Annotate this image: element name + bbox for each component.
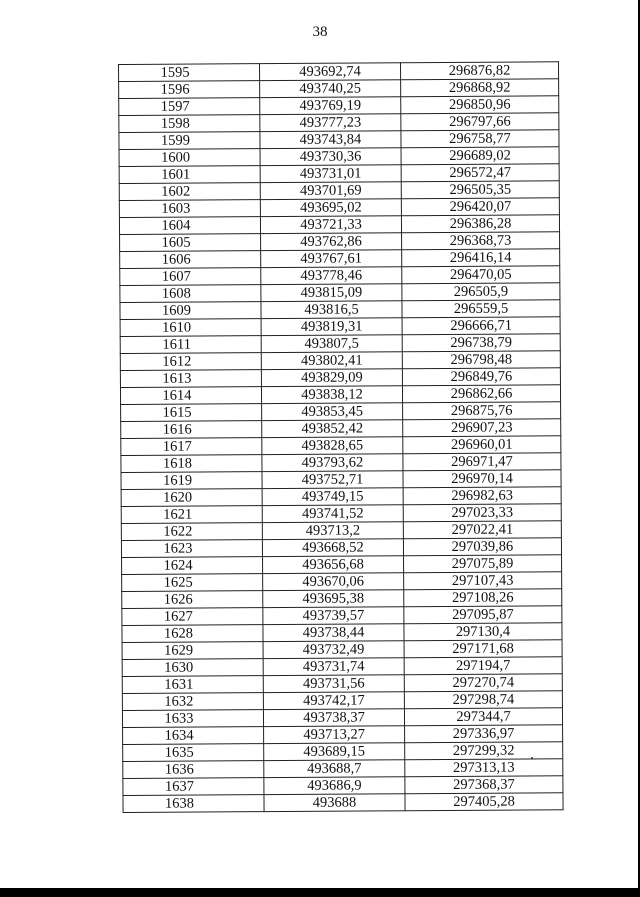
x-coordinate-cell: 493852,42 bbox=[262, 420, 403, 438]
y-coordinate-cell: 296797,66 bbox=[401, 113, 559, 131]
point-number-cell: 1597 bbox=[119, 98, 260, 116]
y-coordinate-cell: 296862,66 bbox=[402, 385, 560, 403]
x-coordinate-cell: 493777,23 bbox=[260, 114, 401, 132]
table-row bbox=[119, 198, 559, 218]
point-number-cell: 1616 bbox=[121, 421, 262, 439]
x-coordinate-cell: 493731,74 bbox=[263, 658, 404, 676]
point-number-cell: 1619 bbox=[121, 472, 262, 490]
y-coordinate-cell: 296876,82 bbox=[400, 62, 558, 80]
y-coordinate-cell: 296368,73 bbox=[402, 232, 560, 250]
y-coordinate-cell: 296907,23 bbox=[403, 419, 561, 437]
point-number-cell: 1596 bbox=[119, 81, 260, 99]
y-coordinate-cell: 296758,77 bbox=[401, 130, 559, 148]
point-number-cell: 1611 bbox=[120, 336, 261, 354]
point-number-cell: 1632 bbox=[122, 693, 263, 711]
point-number-cell: 1609 bbox=[120, 302, 261, 320]
point-number-cell: 1604 bbox=[119, 217, 260, 235]
table-row bbox=[120, 300, 560, 320]
table-row bbox=[123, 725, 563, 745]
y-coordinate-cell: 296559,5 bbox=[402, 300, 560, 318]
table-row bbox=[121, 402, 561, 422]
x-coordinate-cell: 493740,25 bbox=[260, 80, 401, 98]
table-row bbox=[119, 113, 559, 133]
x-coordinate-cell: 493721,33 bbox=[260, 216, 401, 234]
table-row bbox=[120, 385, 560, 405]
table-row bbox=[122, 623, 562, 643]
point-number-cell: 1600 bbox=[119, 149, 260, 167]
table-row bbox=[121, 504, 561, 524]
y-coordinate-cell: 297336,97 bbox=[405, 725, 563, 743]
x-coordinate-cell: 493668,52 bbox=[262, 539, 403, 557]
table-row bbox=[121, 453, 561, 473]
table-row bbox=[122, 640, 562, 660]
point-number-cell: 1603 bbox=[119, 200, 260, 218]
x-coordinate-cell: 493793,62 bbox=[262, 454, 403, 472]
table-row bbox=[119, 79, 559, 99]
table-row bbox=[121, 419, 561, 439]
y-coordinate-cell: 296689,02 bbox=[401, 147, 559, 165]
y-coordinate-cell: 296971,47 bbox=[403, 453, 561, 471]
coordinates-table-body bbox=[119, 62, 564, 813]
point-number-cell: 1601 bbox=[119, 166, 260, 184]
y-coordinate-cell: 297194,7 bbox=[404, 657, 562, 675]
x-coordinate-cell: 493828,65 bbox=[262, 437, 403, 455]
x-coordinate-cell: 493689,15 bbox=[264, 743, 405, 761]
table-row bbox=[122, 589, 562, 609]
y-coordinate-cell: 296416,14 bbox=[402, 249, 560, 267]
y-coordinate-cell: 296850,96 bbox=[401, 96, 559, 114]
y-coordinate-cell: 297298,74 bbox=[404, 691, 562, 709]
point-number-cell: 1635 bbox=[123, 744, 264, 762]
x-coordinate-cell: 493816,5 bbox=[261, 301, 402, 319]
point-number-cell: 1615 bbox=[121, 404, 262, 422]
x-coordinate-cell: 493730,36 bbox=[260, 148, 401, 166]
point-number-cell: 1634 bbox=[123, 727, 264, 745]
table-row bbox=[121, 436, 561, 456]
point-number-cell: 1595 bbox=[119, 64, 260, 82]
point-number-cell: 1629 bbox=[122, 642, 263, 660]
table-row bbox=[119, 181, 559, 201]
table-row bbox=[121, 470, 561, 490]
y-coordinate-cell: 297313,13 bbox=[405, 759, 563, 777]
table-row bbox=[120, 351, 560, 371]
x-coordinate-cell: 493695,02 bbox=[260, 199, 401, 217]
table-row bbox=[123, 776, 563, 796]
point-number-cell: 1630 bbox=[122, 659, 263, 677]
y-coordinate-cell: 296572,47 bbox=[401, 164, 559, 182]
table-row bbox=[119, 62, 559, 82]
y-coordinate-cell: 296505,35 bbox=[401, 181, 559, 199]
x-coordinate-cell: 493738,44 bbox=[263, 624, 404, 642]
x-coordinate-cell: 493749,15 bbox=[262, 488, 403, 506]
point-number-cell: 1624 bbox=[122, 557, 263, 575]
table-row bbox=[121, 487, 561, 507]
table-row bbox=[122, 572, 562, 592]
table-row bbox=[120, 368, 560, 388]
point-number-cell: 1633 bbox=[122, 710, 263, 728]
table-row bbox=[119, 164, 559, 184]
y-coordinate-cell: 296738,79 bbox=[402, 334, 560, 352]
y-coordinate-cell: 296849,76 bbox=[402, 368, 560, 386]
point-number-cell: 1637 bbox=[123, 778, 264, 796]
y-coordinate-cell: 296960,01 bbox=[403, 436, 561, 454]
point-number-cell: 1621 bbox=[121, 506, 262, 524]
y-coordinate-cell: 297022,41 bbox=[403, 521, 561, 539]
x-coordinate-cell: 493752,71 bbox=[262, 471, 403, 489]
table-row bbox=[120, 283, 560, 303]
y-coordinate-cell: 296982,63 bbox=[403, 487, 561, 505]
x-coordinate-cell: 493686,9 bbox=[264, 777, 405, 795]
point-number-cell: 1613 bbox=[120, 370, 261, 388]
y-coordinate-cell: 296875,76 bbox=[403, 402, 561, 420]
point-number-cell: 1636 bbox=[123, 761, 264, 779]
point-number-cell: 1618 bbox=[121, 455, 262, 473]
x-coordinate-cell: 493688 bbox=[264, 794, 405, 812]
point-number-cell: 1614 bbox=[120, 387, 261, 405]
x-coordinate-cell: 493742,17 bbox=[263, 692, 404, 710]
point-number-cell: 1602 bbox=[119, 183, 260, 201]
page-number: 38 bbox=[312, 24, 328, 40]
point-number-cell: 1627 bbox=[122, 608, 263, 626]
y-coordinate-cell: 297108,26 bbox=[404, 589, 562, 607]
point-number-cell: 1631 bbox=[122, 676, 263, 694]
point-number-cell: 1622 bbox=[121, 523, 262, 541]
table-row bbox=[122, 555, 562, 575]
x-coordinate-cell: 493701,69 bbox=[260, 182, 401, 200]
x-coordinate-cell: 493713,2 bbox=[262, 522, 403, 540]
y-coordinate-cell: 296505,9 bbox=[402, 283, 560, 301]
table-row bbox=[120, 249, 560, 269]
table-row bbox=[123, 742, 563, 762]
point-number-cell: 1628 bbox=[122, 625, 263, 643]
table-row bbox=[120, 232, 560, 252]
x-coordinate-cell: 493762,86 bbox=[261, 233, 402, 251]
point-number-cell: 1626 bbox=[122, 591, 263, 609]
table-row bbox=[122, 657, 562, 677]
x-coordinate-cell: 493743,84 bbox=[260, 131, 401, 149]
x-coordinate-cell: 493767,61 bbox=[261, 250, 402, 268]
y-coordinate-cell: 296798,48 bbox=[402, 351, 560, 369]
point-number-cell: 1623 bbox=[121, 540, 262, 558]
x-coordinate-cell: 493769,19 bbox=[260, 97, 401, 115]
y-coordinate-cell: 297130,4 bbox=[404, 623, 562, 641]
x-coordinate-cell: 493741,52 bbox=[262, 505, 403, 523]
table-row bbox=[120, 266, 560, 286]
point-number-cell: 1625 bbox=[122, 574, 263, 592]
x-coordinate-cell: 493732,49 bbox=[263, 641, 404, 659]
table-row bbox=[123, 793, 563, 813]
point-number-cell: 1605 bbox=[120, 234, 261, 252]
table-row bbox=[120, 334, 560, 354]
y-coordinate-cell: 297299,32 bbox=[405, 742, 563, 760]
y-coordinate-cell: 296970,14 bbox=[403, 470, 561, 488]
y-coordinate-cell: 296470,05 bbox=[402, 266, 560, 284]
table-row bbox=[119, 130, 559, 150]
y-coordinate-cell: 297405,28 bbox=[405, 793, 563, 811]
x-coordinate-cell: 493778,46 bbox=[261, 267, 402, 285]
table-row bbox=[120, 317, 560, 337]
point-number-cell: 1608 bbox=[120, 285, 261, 303]
point-number-cell: 1610 bbox=[120, 319, 261, 337]
x-coordinate-cell: 493829,09 bbox=[261, 369, 402, 387]
table-row bbox=[119, 96, 559, 116]
point-number-cell: 1638 bbox=[123, 795, 264, 813]
x-coordinate-cell: 493802,41 bbox=[261, 352, 402, 370]
y-coordinate-cell: 297075,89 bbox=[404, 555, 562, 573]
point-number-cell: 1612 bbox=[120, 353, 261, 371]
y-coordinate-cell: 297270,74 bbox=[404, 674, 562, 692]
y-coordinate-cell: 296386,28 bbox=[401, 215, 559, 233]
point-number-cell: 1620 bbox=[121, 489, 262, 507]
table-row bbox=[122, 674, 562, 694]
y-coordinate-cell: 297095,87 bbox=[404, 606, 562, 624]
x-coordinate-cell: 493739,57 bbox=[263, 607, 404, 625]
table-row bbox=[123, 759, 563, 779]
x-coordinate-cell: 493807,5 bbox=[261, 335, 402, 353]
x-coordinate-cell: 493656,68 bbox=[263, 556, 404, 574]
table-row bbox=[122, 691, 562, 711]
y-coordinate-cell: 297107,43 bbox=[404, 572, 562, 590]
x-coordinate-cell: 493731,56 bbox=[263, 675, 404, 693]
y-coordinate-cell: 296666,71 bbox=[402, 317, 560, 335]
x-coordinate-cell: 493853,45 bbox=[262, 403, 403, 421]
table-row bbox=[119, 147, 559, 167]
coordinates-table bbox=[118, 61, 564, 813]
x-coordinate-cell: 493738,37 bbox=[263, 709, 404, 727]
table-row bbox=[119, 215, 559, 235]
x-coordinate-cell: 493692,74 bbox=[260, 63, 401, 81]
table-row bbox=[121, 521, 561, 541]
x-coordinate-cell: 493731,01 bbox=[260, 165, 401, 183]
y-coordinate-cell: 297344,7 bbox=[404, 708, 562, 726]
x-coordinate-cell: 493670,06 bbox=[263, 573, 404, 591]
table-row bbox=[122, 708, 562, 728]
x-coordinate-cell: 493688,7 bbox=[264, 760, 405, 778]
table-row bbox=[121, 538, 561, 558]
y-coordinate-cell: 297039,86 bbox=[403, 538, 561, 556]
x-coordinate-cell: 493815,09 bbox=[261, 284, 402, 302]
y-coordinate-cell: 296420,07 bbox=[401, 198, 559, 216]
point-number-cell: 1606 bbox=[120, 251, 261, 269]
y-coordinate-cell: 297023,33 bbox=[403, 504, 561, 522]
point-number-cell: 1598 bbox=[119, 115, 260, 133]
table-row bbox=[122, 606, 562, 626]
x-coordinate-cell: 493838,12 bbox=[261, 386, 402, 404]
point-number-cell: 1607 bbox=[120, 268, 261, 286]
point-number-cell: 1599 bbox=[119, 132, 260, 150]
y-coordinate-cell: 297171,68 bbox=[404, 640, 562, 658]
x-coordinate-cell: 493695,38 bbox=[263, 590, 404, 608]
point-number-cell: 1617 bbox=[121, 438, 262, 456]
x-coordinate-cell: 493713,27 bbox=[264, 726, 405, 744]
y-coordinate-cell: 297368,37 bbox=[405, 776, 563, 794]
scan-bottom-edge bbox=[0, 888, 640, 897]
x-coordinate-cell: 493819,31 bbox=[261, 318, 402, 336]
scan-speck bbox=[531, 757, 533, 759]
y-coordinate-cell: 296868,92 bbox=[401, 79, 559, 97]
